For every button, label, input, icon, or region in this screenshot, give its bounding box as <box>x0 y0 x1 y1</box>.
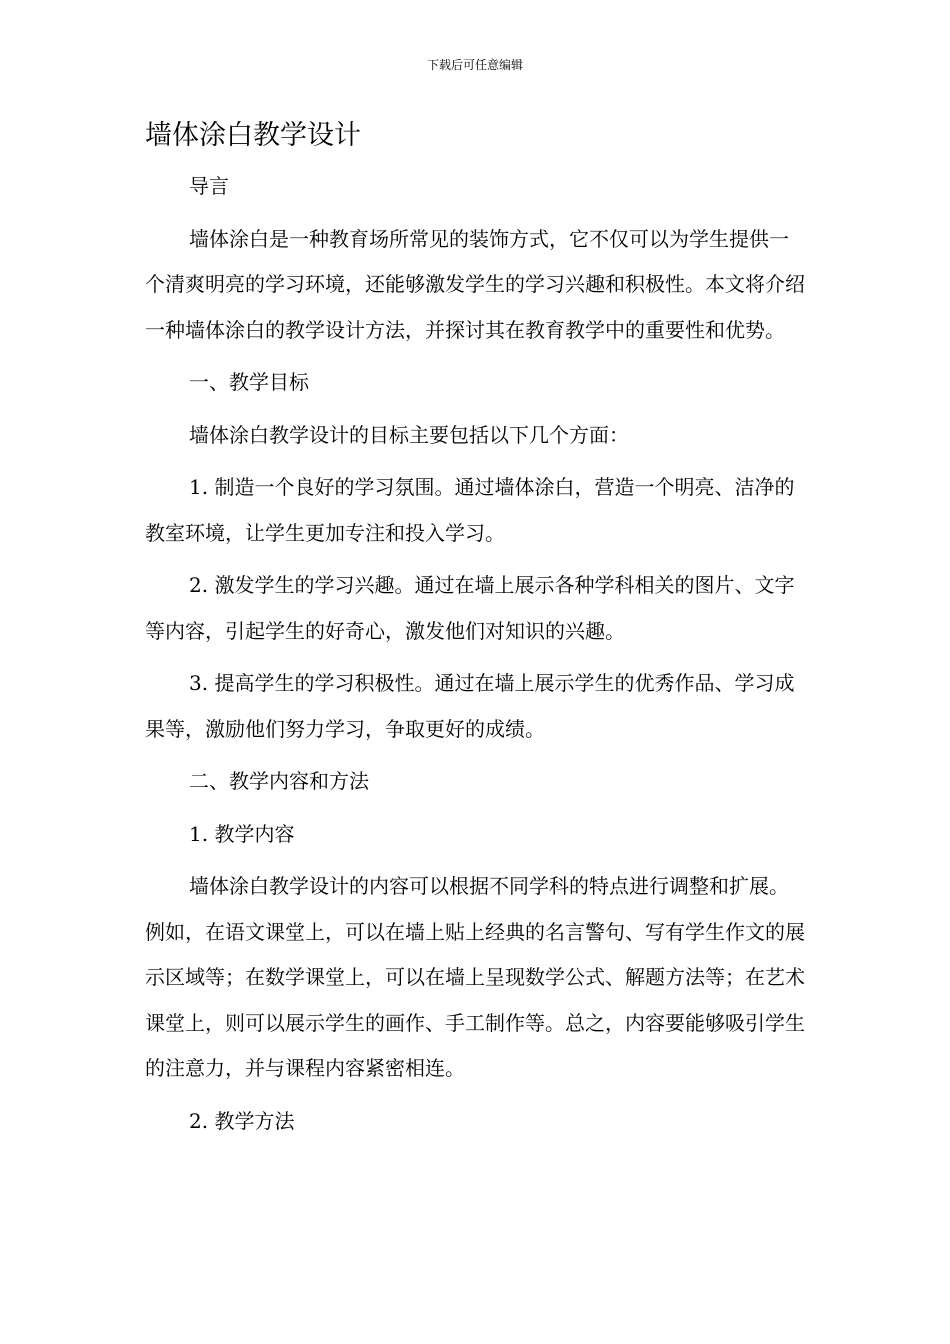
paragraph-content: 墙体涂白教学设计的内容可以根据不同学科的特点进行调整和扩展。例如，在语文课堂上，可以在墙上贴上经典的名言警句、写有学生作文的展示区域等；在数学课堂上，可以在墙上呈现数学公式、解题方法等；在艺术课堂上，则可以展示学生的画作、手工制作等。总之，内容要能够吸引学生的注意力，并与课程内容紧密相连。 <box>145 874 805 1080</box>
subheading-content: 1. 教学内容 <box>189 821 295 846</box>
section-heading-content-methods: 二、教学内容和方法 <box>189 769 369 793</box>
paragraph-goals-lead: 墙体涂白教学设计的目标主要包括以下几个方面： <box>189 422 629 447</box>
header-note: 下载后可任意编辑 <box>426 58 523 72</box>
subheading-methods: 2. 教学方法 <box>189 1108 295 1133</box>
document-title: 墙体涂白教学设计 <box>145 120 361 151</box>
paragraph-intro: 墙体涂白是一种教育场所常见的装饰方式，它不仅可以为学生提供一个清爽明亮的学习环境，还能够激发学生的学习兴趣和积极性。本文将介绍一种墙体涂白的教学设计方法，并探讨其在教育教学中的重要性和优势。 <box>145 226 805 342</box>
list-item-goal-3: 3. 提高学生的学习积极性。通过在墙上展示学生的优秀作品、学习成果等，激励他们努力学习，争取更好的成绩。 <box>145 671 795 741</box>
list-item-goal-1: 1. 制造一个良好的学习氛围。通过墙体涂白，营造一个明亮、洁净的教室环境，让学生更加专注和投入学习。 <box>145 475 795 545</box>
list-item-goal-2: 2. 激发学生的学习兴趣。通过在墙上展示各种学科相关的图片、文字等内容，引起学生的好奇心，激发他们对知识的兴趣。 <box>145 573 795 643</box>
document-body <box>145 164 805 1151</box>
paragraph-intro-heading: 导言 <box>189 174 229 198</box>
section-heading-goals: 一、教学目标 <box>189 370 309 394</box>
